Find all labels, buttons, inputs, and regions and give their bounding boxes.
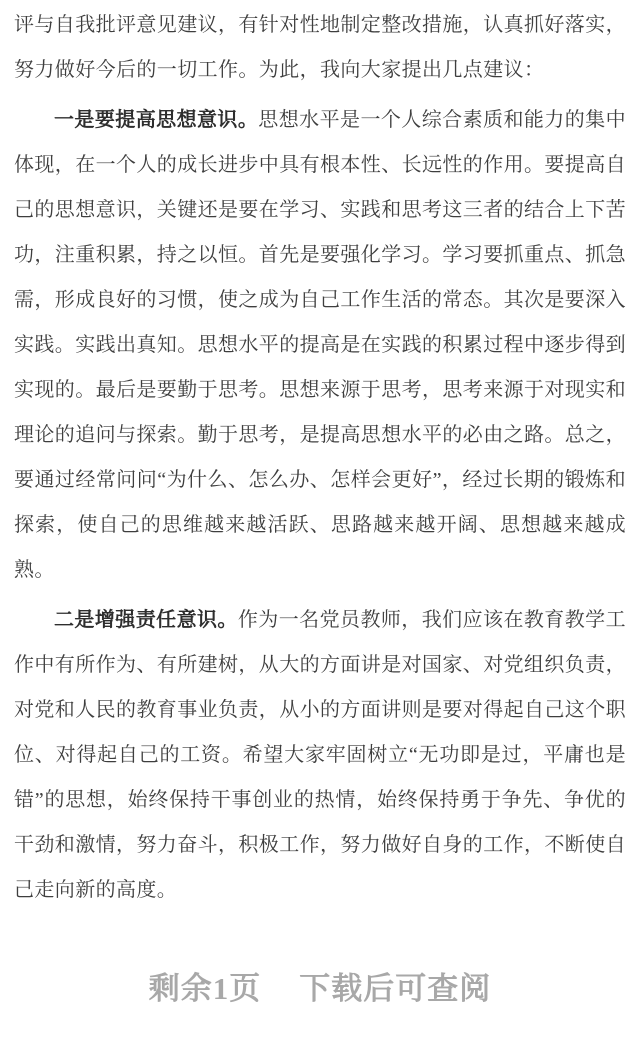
paragraph-continuation xyxy=(14,3,626,93)
paragraph-bold-lead: 一是要提高思想意识。 xyxy=(54,109,259,131)
paragraph-text: 作为一名党员教师，我们应该在教育教学工作中有所作为、有所建树，从大的方面讲是对国家、对党组织负责，对党和人民的教育事业负责，从小的方面讲则是要对得起自己这个职位、对得起自己的工资。希望大家牢固树立“无功即是过，平庸也是错”的思想，始终保持干事创业的热情，始终保持勇于争先、争优的干劲和激情，努力奋斗，积极工作，努力做好自身的工作，不断使自己走向新的高度。 xyxy=(14,609,626,901)
remaining-pages-label: 剩余1页 xyxy=(148,971,262,1006)
paragraph-point-one xyxy=(14,98,626,593)
paragraph-bold-lead: 二是增强责任意识。 xyxy=(54,609,238,631)
paragraph-text: 评与自我批评意见建议，有针对性地制定整改措施，认真抓好落实，努力做好今后的一切工作。为此，我向大家提出几点建议： xyxy=(14,14,626,81)
paragraph-text: 思想水平是一个人综合素质和能力的集中体现，在一个人的成长进步中具有根本性、长远性的作用。要提高自己的思想意识，关键还是要在学习、实践和思考这三者的结合上下苦功，注重积累，持之以恒。首先是要强化学习。学习要抓重点、抓急需，形成良好的习惯，使之成为自己工作生活的常态。其次是要深入实践。实践出真知。思想水平的提高是在实践的积累过程中逐步得到实现的。最后是要勤于思考。思想来源于思考，思考来源于对现实和理论的追问与探索。勤于思考，是提高思想水平的必由之路。总之，要通过经常问问“为什么、怎么办、怎样会更好”，经过长期的锻炼和探索，使自己的思维越来越活跃、思路越来越开阔、思想越来越成熟。 xyxy=(14,109,626,581)
download-hint-label: 下载后可查阅 xyxy=(299,971,492,1006)
paragraph-point-two xyxy=(14,598,626,913)
remaining-pages-notice xyxy=(0,968,640,1010)
